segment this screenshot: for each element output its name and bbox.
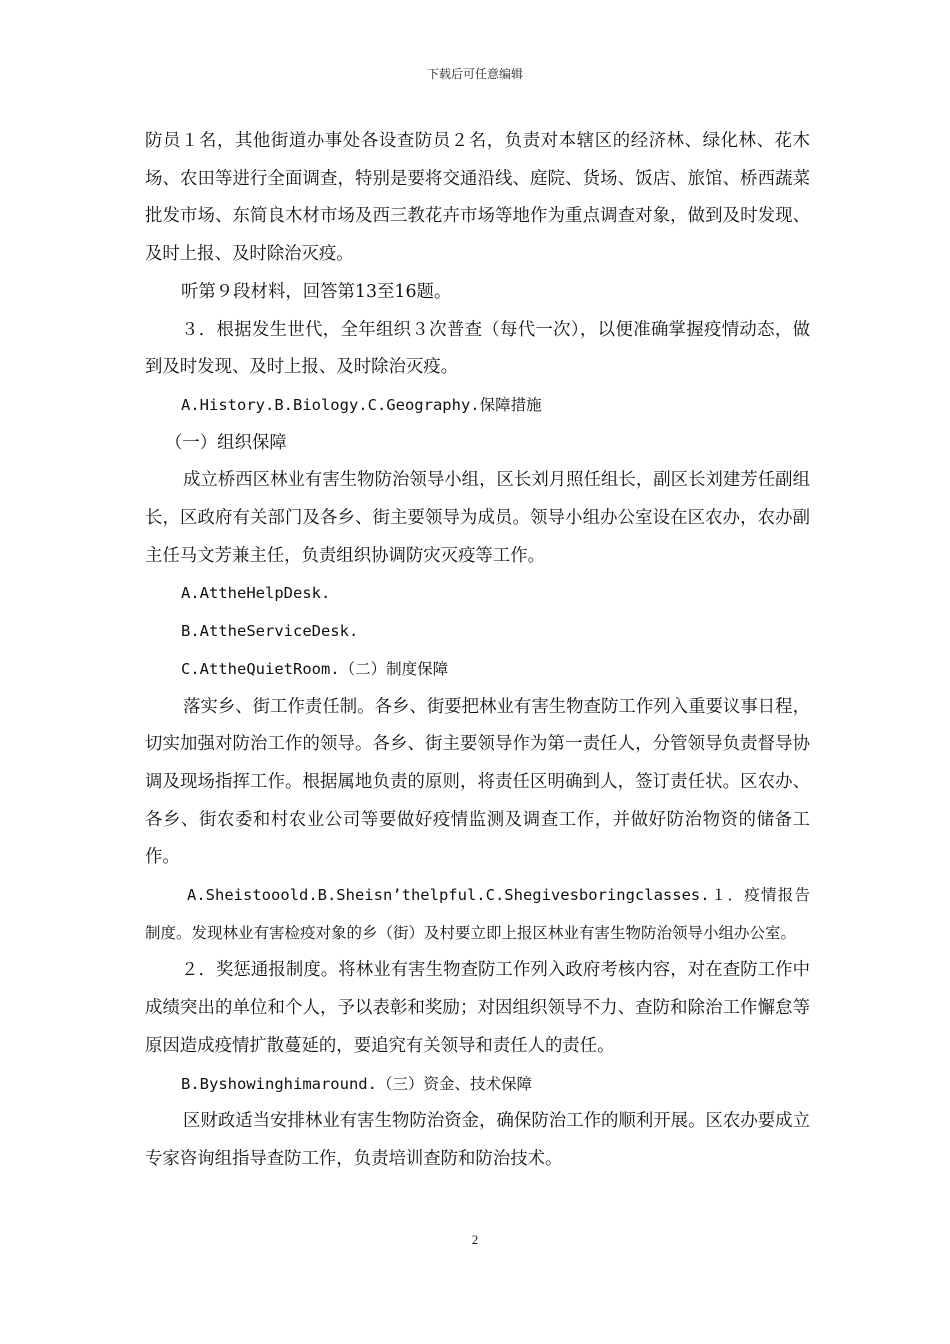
paragraph: A.History.B.Biology.C.Geography.保障措施 [181, 395, 542, 414]
option-line: B.AttheServiceDesk. [181, 622, 359, 641]
paragraph: ２．奖惩通报制度。将林业有害生物查防工作列入政府考核内容，对在查防工作中成绩突出的单位和个人，予以表彰和奖励；对因组织领导不力、查防和除治工作懈怠等原因造成疫情扩散蔓延的，要追究有关领导和责任人的责任。 [145, 960, 810, 1056]
paragraph: ３．根据发生世代，全年组织３次普查（每代一次），以便准确掌握疫情动态，做到及时发现、及时上报、及时除治灭疫。 [145, 319, 810, 378]
page-header: 下载后可任意编辑 [426, 67, 523, 81]
paragraph: 落实乡、街工作责任制。各乡、街要把林业有害生物查防工作列入重要议事日程，切实加强对防治工作的领导。各乡、街主要领导作为第一责任人，分管领导负责督导协调及现场指挥工作。根据属地负责的原则，将责任区明确到人，签订责任状。区农办、各乡、街农委和村农业公司等要做好疫情监测及调查工作，并做好防治物资的储备工作。 [145, 696, 810, 868]
option-line: C.AttheQuietRoom.（二）制度保障 [181, 659, 449, 678]
paragraph: 听第９段材料，回答第13至16题。 [181, 281, 452, 302]
section-heading: （一）组织保障 [165, 432, 287, 453]
paragraph: 成立桥西区林业有害生物防治领导小组，区长刘月照任组长，副区长刘建芳任副组长，区政府有关部门及各乡、街主要领导为成员。领导小组办公室设在区农办，农办副主任马文芳兼主任，负责组织协调防灾灭疫等工作。 [145, 470, 810, 566]
option-line: A.AttheHelpDesk. [181, 584, 331, 603]
option-line: B.Byshowinghimaround.（三）资金、技术保障 [181, 1074, 532, 1093]
page-number: 2 [471, 1232, 479, 1247]
paragraph: A.Sheistooold.B.Sheisn’thelpful.C.Shegivesboringclasses.１．疫情报告制度。发现林业有害检疫对象的乡（街）及村要立即上报区林业有害生物防治领导小组办公室。 [145, 886, 810, 942]
paragraph: 区财政适当安排林业有害生物防治资金，确保防治工作的顺利开展。区农办要成立专家咨询组指导查防工作，负责培训查防和防治技术。 [145, 1111, 810, 1169]
paragraph: 防员１名，其他街道办事处各设查防员２名，负责对本辖区的经济林、绿化林、花木场、农田等进行全面调查，特别是要将交通沿线、庭院、货场、饭店、旅馆、桥西蔬菜批发市场、东简良木材市场及西三教花卉市场等地作为重点调查对象，做到及时发现、及时上报、及时除治灭疫。 [145, 131, 810, 265]
document-body [145, 123, 810, 1179]
